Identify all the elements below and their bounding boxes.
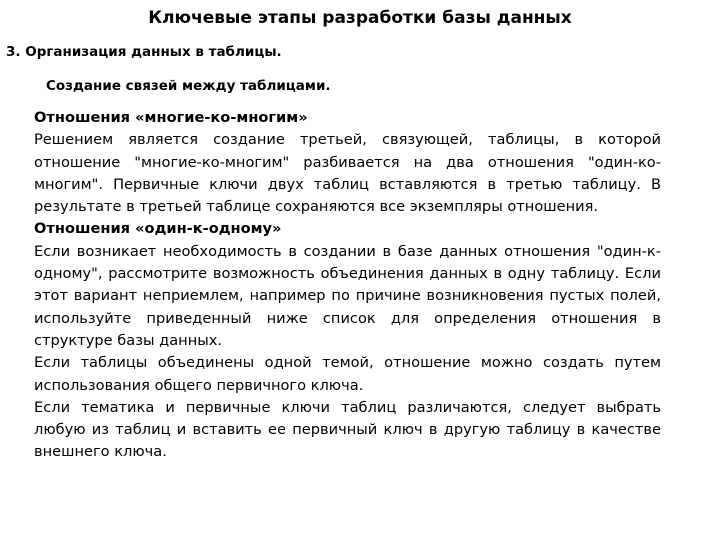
slide-title: Ключевые этапы разработки базы данных bbox=[148, 8, 572, 28]
subsection-heading: Создание связей между таблицами. bbox=[46, 78, 331, 94]
one-to-one-paragraph: Если возникает необходимость в создании в базе данных отношения "один-к-одному", рассмотрите возможность объединения данных в одну таблицу. Если этот вариант неприемлем, например по причине возникновения пустых полей, используйте приведенный ниже список для определения отношения в структуре базы данных. bbox=[34, 242, 661, 349]
one-to-one-heading: Отношения «один-к-одному» bbox=[34, 220, 282, 238]
content-body bbox=[34, 107, 661, 464]
section-heading: 3. Организация данных в таблицы. bbox=[6, 44, 282, 60]
shared-key-paragraph: Если таблицы объединены одной темой, отношение можно создать путем использования общего первичного ключа. bbox=[34, 354, 661, 394]
foreign-key-paragraph: Если тематика и первичные ключи таблиц различаются, следует выбрать любую из таблиц и вставить ее первичный ключ в другую таблицу в качестве внешнего ключа. bbox=[34, 398, 661, 461]
many-to-many-heading: Отношения «многие-ко-многим» bbox=[34, 109, 308, 126]
many-to-many-paragraph: Решением является создание третьей, связующей, таблицы, в которой отношение "многие-ко-многим" разбивается на два отношения "один-ко-многим". Первичные ключи двух таблиц вставляются в третью таблицу. В результате в третьей таблице сохраняются все экземпляры отношения. bbox=[34, 131, 661, 216]
